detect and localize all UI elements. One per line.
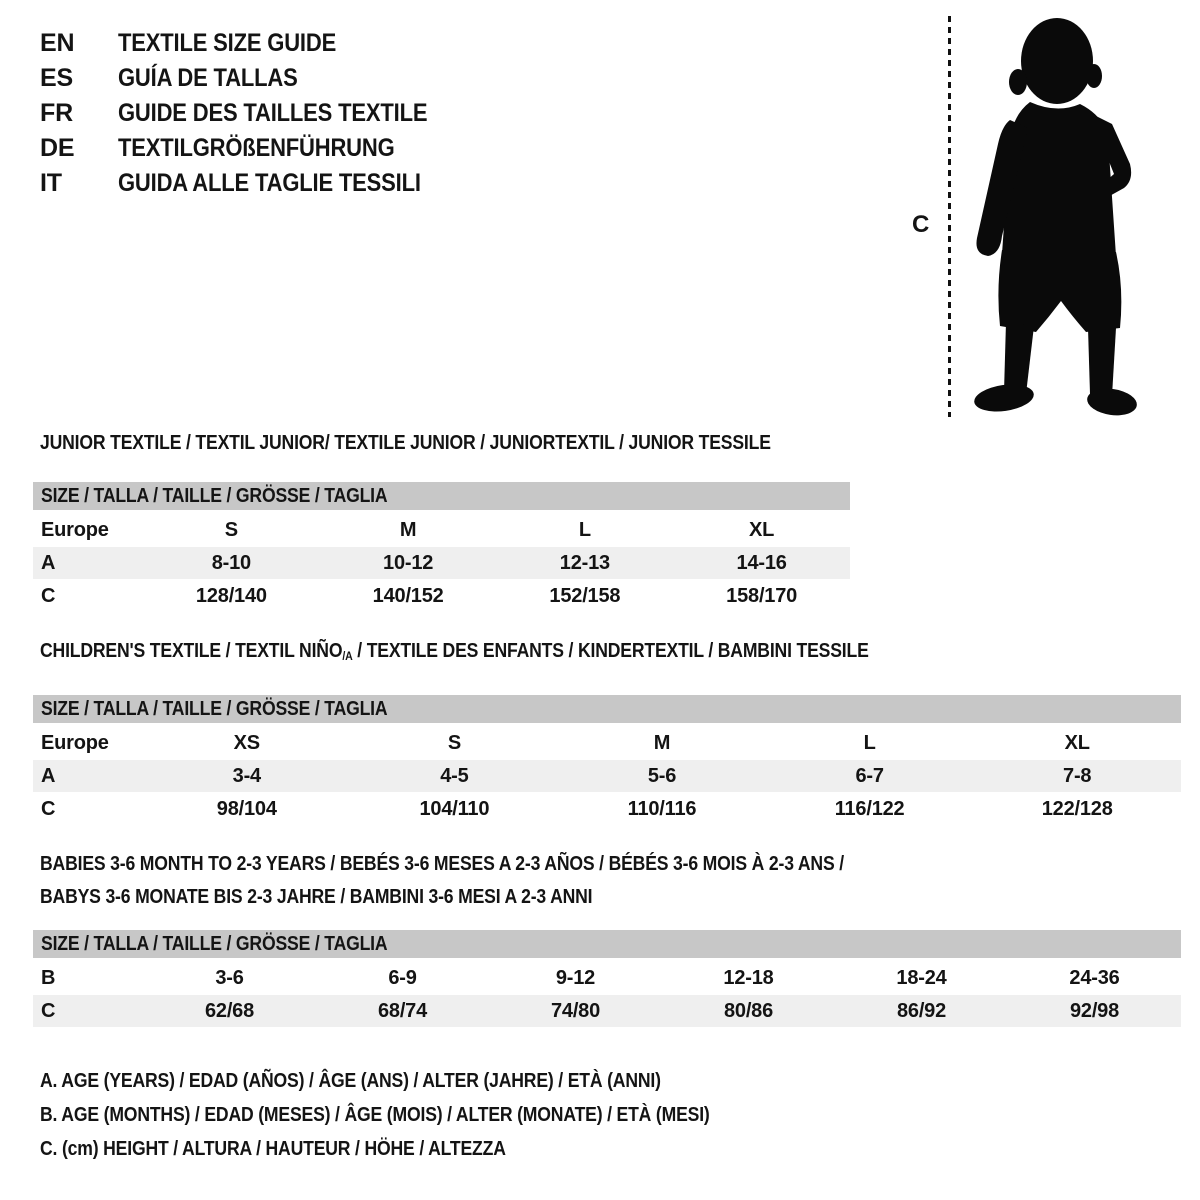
months-cell: 9-12 — [555, 966, 596, 989]
legend-height-cm: C. (cm) HEIGHT / ALTURA / HAUTEUR / HÖHE / ALTEZZA — [40, 1138, 506, 1160]
height-dashed-line — [948, 16, 951, 417]
page-title-fr: GUIDE DES TAILLES TEXTILE — [118, 99, 428, 127]
height-cell: 68/74 — [377, 999, 428, 1022]
lang-code: IT — [40, 169, 62, 197]
table-row-height — [33, 580, 850, 612]
height-cell: 110/116 — [627, 797, 697, 820]
size-cell: S — [224, 518, 238, 541]
row-label: C — [41, 584, 56, 607]
size-cell: M — [399, 518, 417, 541]
age-cell: 3-4 — [232, 764, 261, 787]
table-row-age — [33, 547, 850, 579]
height-cell: 62/68 — [204, 999, 255, 1022]
months-cell: 24-36 — [1069, 966, 1120, 989]
page-title-it: GUIDA ALLE TAGLIE TESSILI — [118, 169, 421, 197]
age-cell: 14-16 — [736, 551, 787, 574]
legend-age-years: A. AGE (YEARS) / EDAD (AÑOS) / ÂGE (ANS) / ALTER (JAHRE) / ETÀ (ANNI) — [40, 1070, 661, 1092]
children-textile-section — [33, 638, 1181, 826]
months-cell: 6-9 — [388, 966, 417, 989]
row-label: C — [41, 797, 56, 820]
babies-section-title: BABIES 3-6 MONTH TO 2-3 YEARS / BEBÉS 3-6 MESES A 2-3 AÑOS / BÉBÉS 3-6 MOIS À 2-3 ANS / BABYS 3-6 MONATE BIS 2-3 JAHRE / BAMBINI 3-6 MESI A 2-3 ANNI — [40, 853, 844, 908]
height-cell: 74/80 — [550, 999, 601, 1022]
months-cell: 3-6 — [215, 966, 244, 989]
size-header-band: SIZE / TALLA / TAILLE / GRÖSSE / TAGLIA — [33, 695, 1181, 723]
toddler-silhouette-icon — [966, 16, 1138, 420]
age-cell: 5-6 — [647, 764, 677, 787]
lang-code: FR — [40, 99, 73, 127]
size-cell: XL — [749, 518, 775, 541]
junior-textile-section — [33, 430, 850, 613]
age-cell: 7-8 — [1063, 764, 1092, 787]
age-cell: 12-13 — [559, 551, 610, 574]
junior-section-title: JUNIOR TEXTILE / TEXTIL JUNIOR/ TEXTILE JUNIOR / JUNIORTEXTIL / JUNIOR TESSILE — [40, 432, 771, 454]
row-label: A — [41, 764, 56, 787]
height-cell: 104/110 — [419, 797, 490, 820]
page-title-es: GUÍA DE TALLAS — [118, 64, 298, 92]
children-section-title: CHILDREN'S TEXTILE / TEXTIL $NIÑO_{/A}$ / TEXTILE DES ENFANTS / KINDERTEXTIL / BAMBINI TESSILE — [40, 640, 869, 663]
height-cell: 140/152 — [372, 584, 444, 607]
row-label: Europe — [41, 518, 109, 541]
lang-row-de — [40, 131, 470, 166]
lang-code: EN — [40, 29, 75, 57]
row-label: B — [41, 966, 56, 989]
row-label: A — [41, 551, 56, 574]
table-row-age-months — [33, 962, 1181, 994]
legend-age-months: B. AGE (MONTHS) / EDAD (MESES) / ÂGE (MOIS) / ALTER (MONATE) / ETÀ (MESI) — [40, 1104, 710, 1126]
page-title: TEXTILE SIZE GUIDE — [118, 29, 337, 57]
size-cell: XL — [1064, 731, 1090, 754]
size-cell: XS — [233, 731, 260, 754]
height-cell: 116/122 — [834, 797, 905, 820]
size-cell: M — [653, 731, 671, 754]
age-cell: 10-12 — [383, 551, 434, 574]
measurement-legend — [40, 1064, 801, 1166]
months-cell: 18-24 — [896, 966, 947, 989]
size-cell: L — [578, 518, 591, 541]
size-cell: S — [447, 731, 461, 754]
lang-row-en — [40, 26, 470, 61]
months-cell: 12-18 — [723, 966, 774, 989]
language-title-list — [40, 26, 470, 201]
lang-code: DE — [40, 134, 75, 162]
height-cell: 128/140 — [195, 584, 267, 607]
lang-row-it — [40, 166, 470, 201]
table-row-height — [33, 995, 1181, 1027]
height-cell: 92/98 — [1069, 999, 1120, 1022]
table-row-sizes — [33, 514, 850, 546]
height-cell: 152/158 — [549, 584, 621, 607]
size-header-band: SIZE / TALLA / TAILLE / GRÖSSE / TAGLIA — [33, 930, 1181, 958]
lang-code: ES — [40, 64, 73, 92]
lang-row-fr — [40, 96, 470, 131]
row-label: Europe — [41, 731, 109, 754]
height-cell: 86/92 — [896, 999, 947, 1022]
size-header-band: SIZE / TALLA / TAILLE / GRÖSSE / TAGLIA — [33, 482, 850, 510]
page-title-de: TEXTILGRÖßENFÜHRUNG — [118, 134, 395, 162]
babies-textile-section — [33, 848, 1181, 1028]
table-row-sizes — [33, 727, 1181, 759]
age-cell: 4-5 — [440, 764, 469, 787]
table-row-age — [33, 760, 1181, 792]
height-cell: 80/86 — [723, 999, 774, 1022]
lang-row-es — [40, 61, 470, 96]
size-cell: L — [863, 731, 876, 754]
table-row-height — [33, 793, 1181, 825]
height-cell: 98/104 — [216, 797, 277, 820]
height-cell: 158/170 — [726, 584, 798, 607]
height-cell: 122/128 — [1041, 797, 1113, 820]
age-cell: 8-10 — [211, 551, 251, 574]
row-label: C — [41, 999, 56, 1022]
height-dimension-label: C — [912, 211, 930, 238]
nino-a-subscript: /A — [342, 649, 353, 663]
age-cell: 6-7 — [855, 764, 884, 787]
